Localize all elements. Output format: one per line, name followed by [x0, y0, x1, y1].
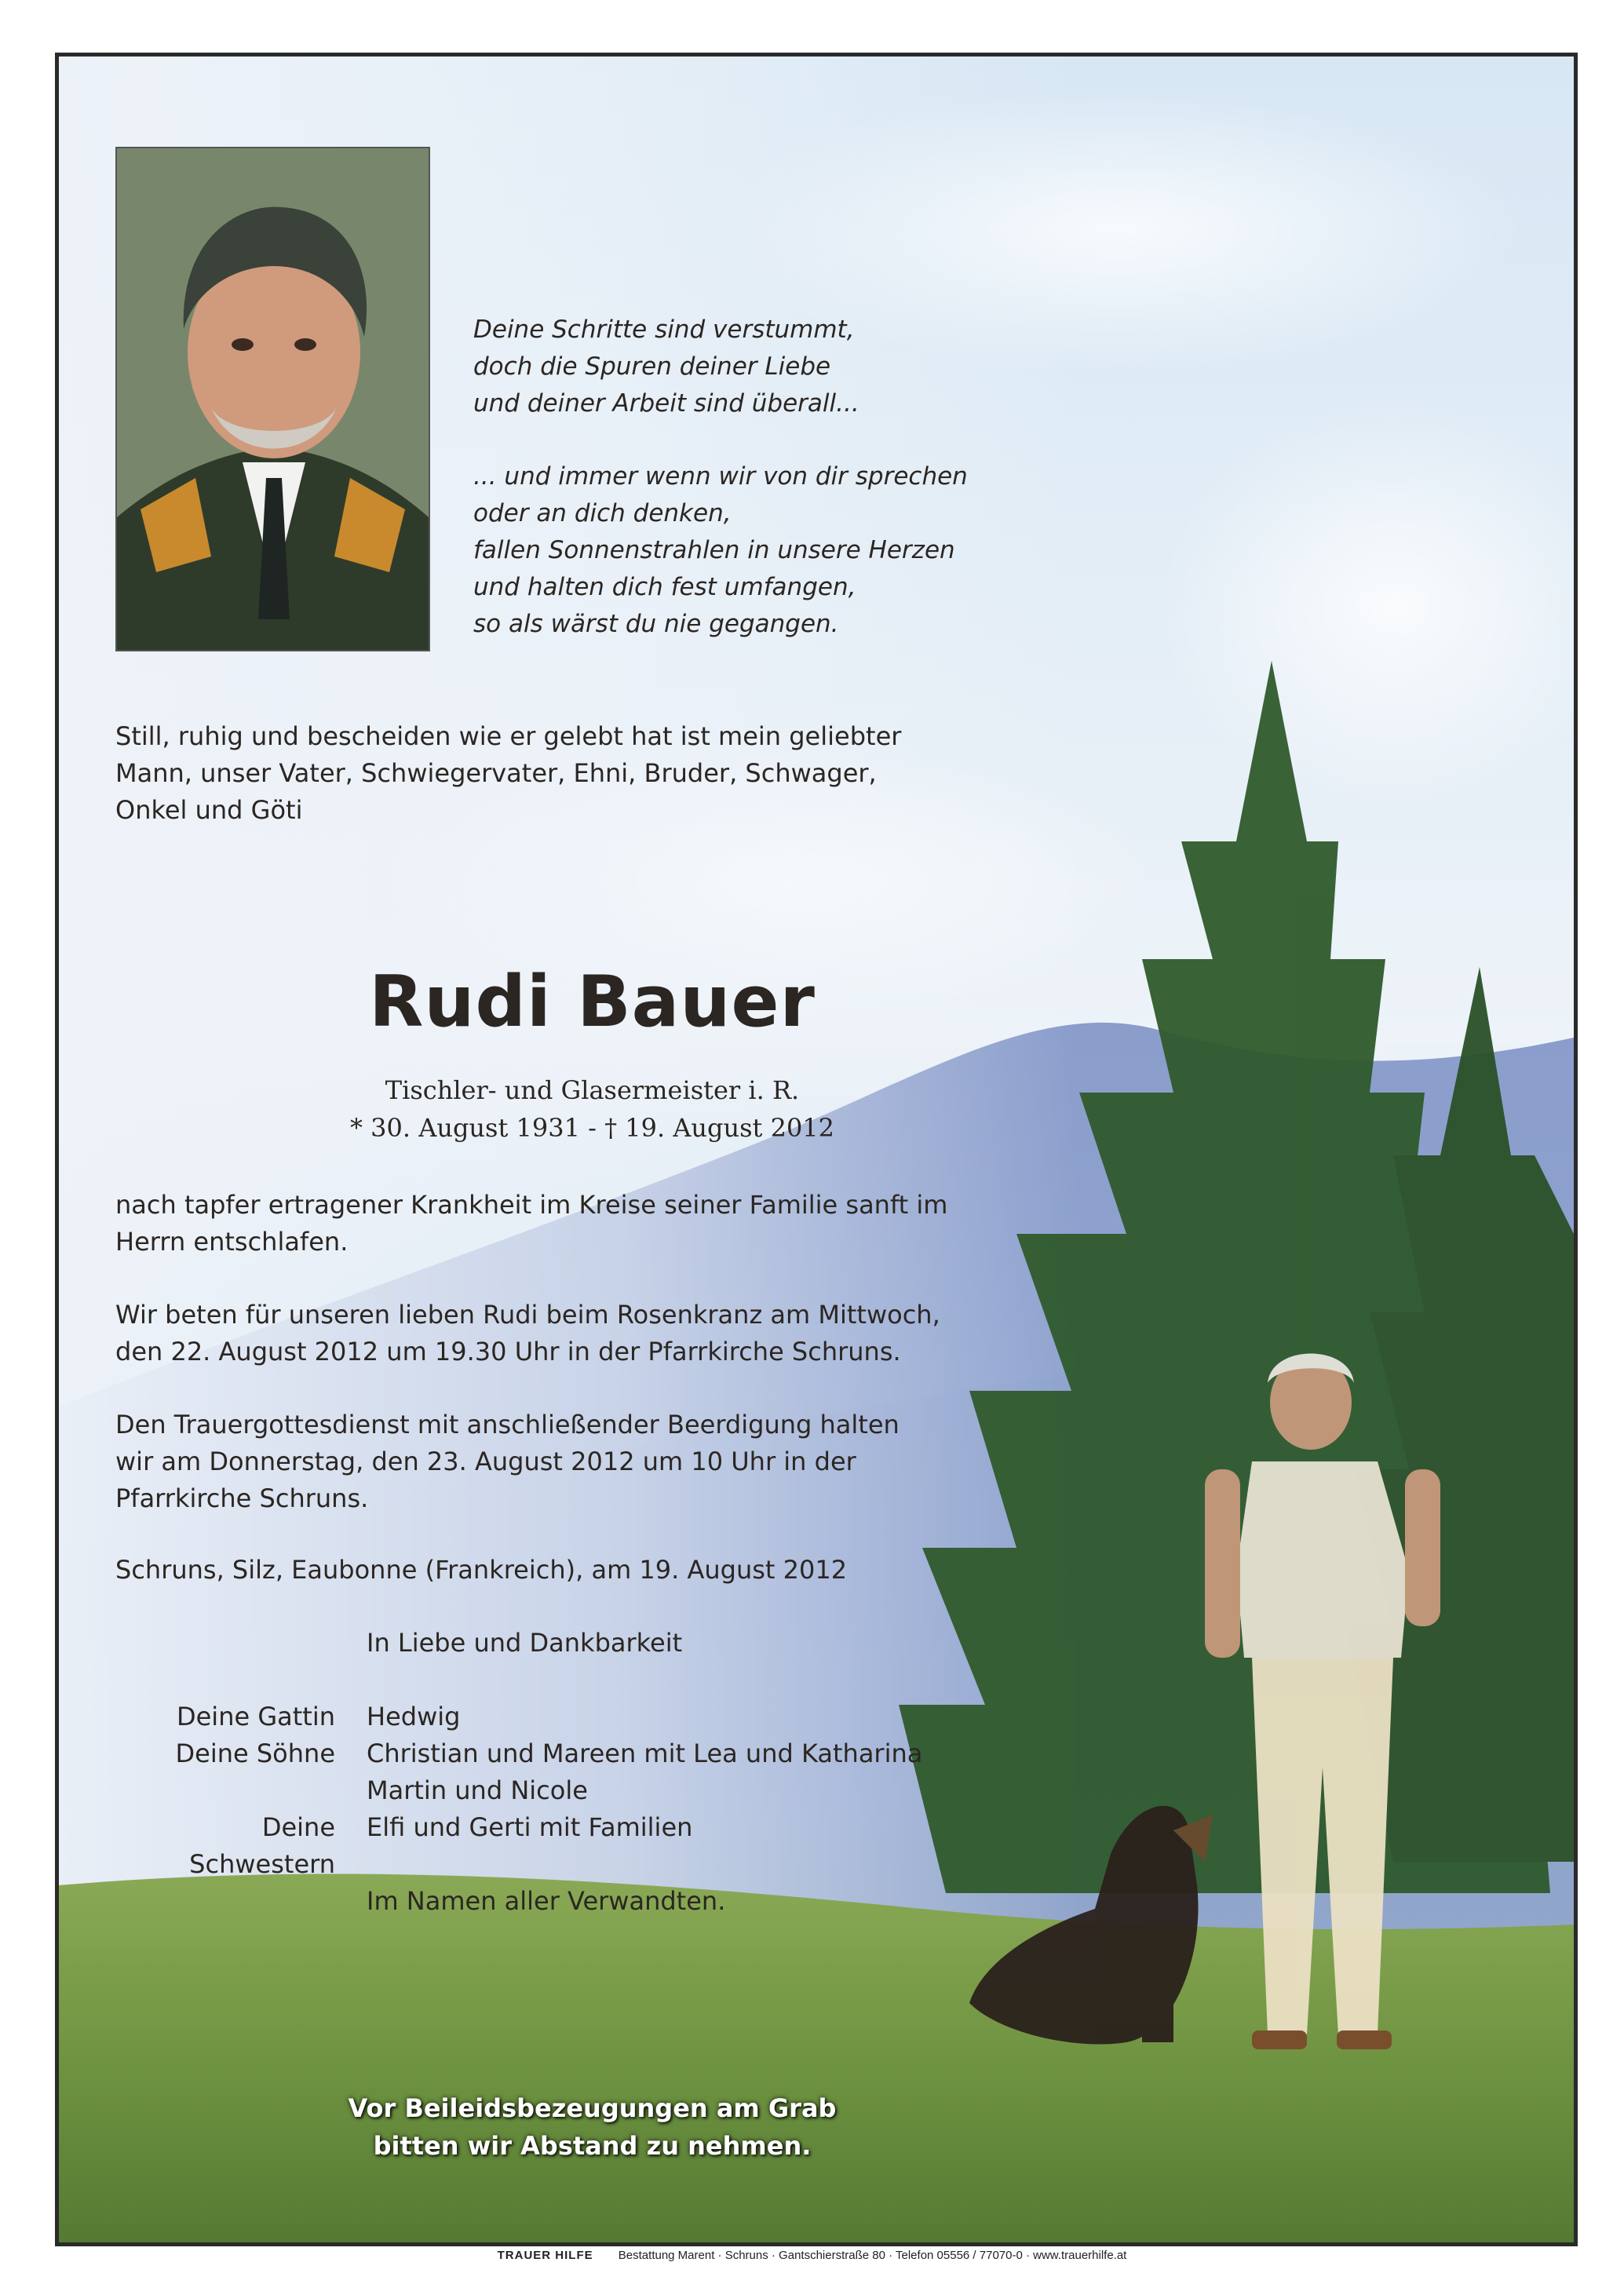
family-role: Deine Gattin: [176, 1702, 335, 1731]
closing-text: In Liebe und Dankbarkeit: [367, 1628, 683, 1658]
family-role: Deine Söhne: [175, 1739, 335, 1768]
deceased-profession: Tischler- und Glasermeister i. R.: [385, 1075, 800, 1105]
footer-line: [0, 2249, 1624, 2262]
family-names: Elfi und Gerti mit Familien: [367, 1812, 693, 1842]
rosary-text: Wir beten für unseren lieben Rudi beim Rosenkranz am Mittwoch, den 22. August 2012 um 19.30 Uhr in der Pfarrkirche Schruns.: [115, 1300, 940, 1366]
life-dates: * 30. August 1931 - † 19. August 2012: [349, 1113, 835, 1143]
deceased-name: Rudi Bauer: [369, 961, 816, 1043]
passing-text: nach tapfer ertragener Krankheit im Kreise seiner Familie sanft im Herrn entschlafen.: [115, 1190, 948, 1257]
verse-stanza-1: Deine Schritte sind verstummt, doch die Spuren deiner Liebe und deiner Arbeit sind überall...: [473, 316, 859, 418]
obituary-frame: [55, 53, 1578, 2246]
place-date-line: Schruns, Silz, Eaubonne (Frankreich), am 19. August 2012: [115, 1555, 848, 1585]
memorial-verse: [473, 312, 1070, 679]
signoff-row: [115, 1883, 1057, 1920]
family-row: [115, 1698, 1057, 1735]
footer-brand: TRAUER HILFE: [497, 2249, 593, 2262]
funeral-service-text: Den Trauergottesdienst mit anschließender Beerdigung halten wir am Donnerstag, den 23. August 2012 um 10 Uhr in der Pfarrkirche Schruns.: [115, 1410, 900, 1513]
signoff-text: Im Namen aller Verwandten.: [367, 1886, 726, 1916]
family-row: [115, 1735, 1057, 1772]
footer-contact: Bestattung Marent · Schruns · Gantschierstraße 80 · Telefon 05556 / 77070-0 · www.trauerhilfe.at: [618, 2249, 1127, 2262]
family-role: [115, 1772, 367, 1809]
portrait-photo: [115, 147, 430, 651]
family-list: [115, 1625, 1057, 1920]
family-names: Hedwig: [367, 1702, 461, 1731]
portrait-image: [117, 148, 429, 650]
verse-stanza-2: ... und immer wenn wir von dir sprechen oder an dich denken, fallen Sonnenstrahlen in unsere Herzen und halten dich fest umfangen, so als wärst du nie gegangen.: [473, 462, 968, 638]
condolence-notice: Vor Beileidsbezeugungen am Grab bitten wir Abstand zu nehmen.: [348, 2093, 837, 2161]
family-names: Christian und Mareen mit Lea und Katharina: [367, 1739, 923, 1768]
family-names: Martin und Nicole: [367, 1775, 588, 1805]
family-row: [115, 1809, 1057, 1879]
intro-text: Still, ruhig und bescheiden wie er gelebt hat ist mein geliebter Mann, unser Vater, Schwiegervater, Ehni, Bruder, Schwager, Onkel und Göti: [115, 721, 902, 825]
family-role: Deine Schwestern: [189, 1812, 335, 1879]
closing-row: [115, 1625, 1057, 1662]
family-row: [115, 1772, 1057, 1809]
